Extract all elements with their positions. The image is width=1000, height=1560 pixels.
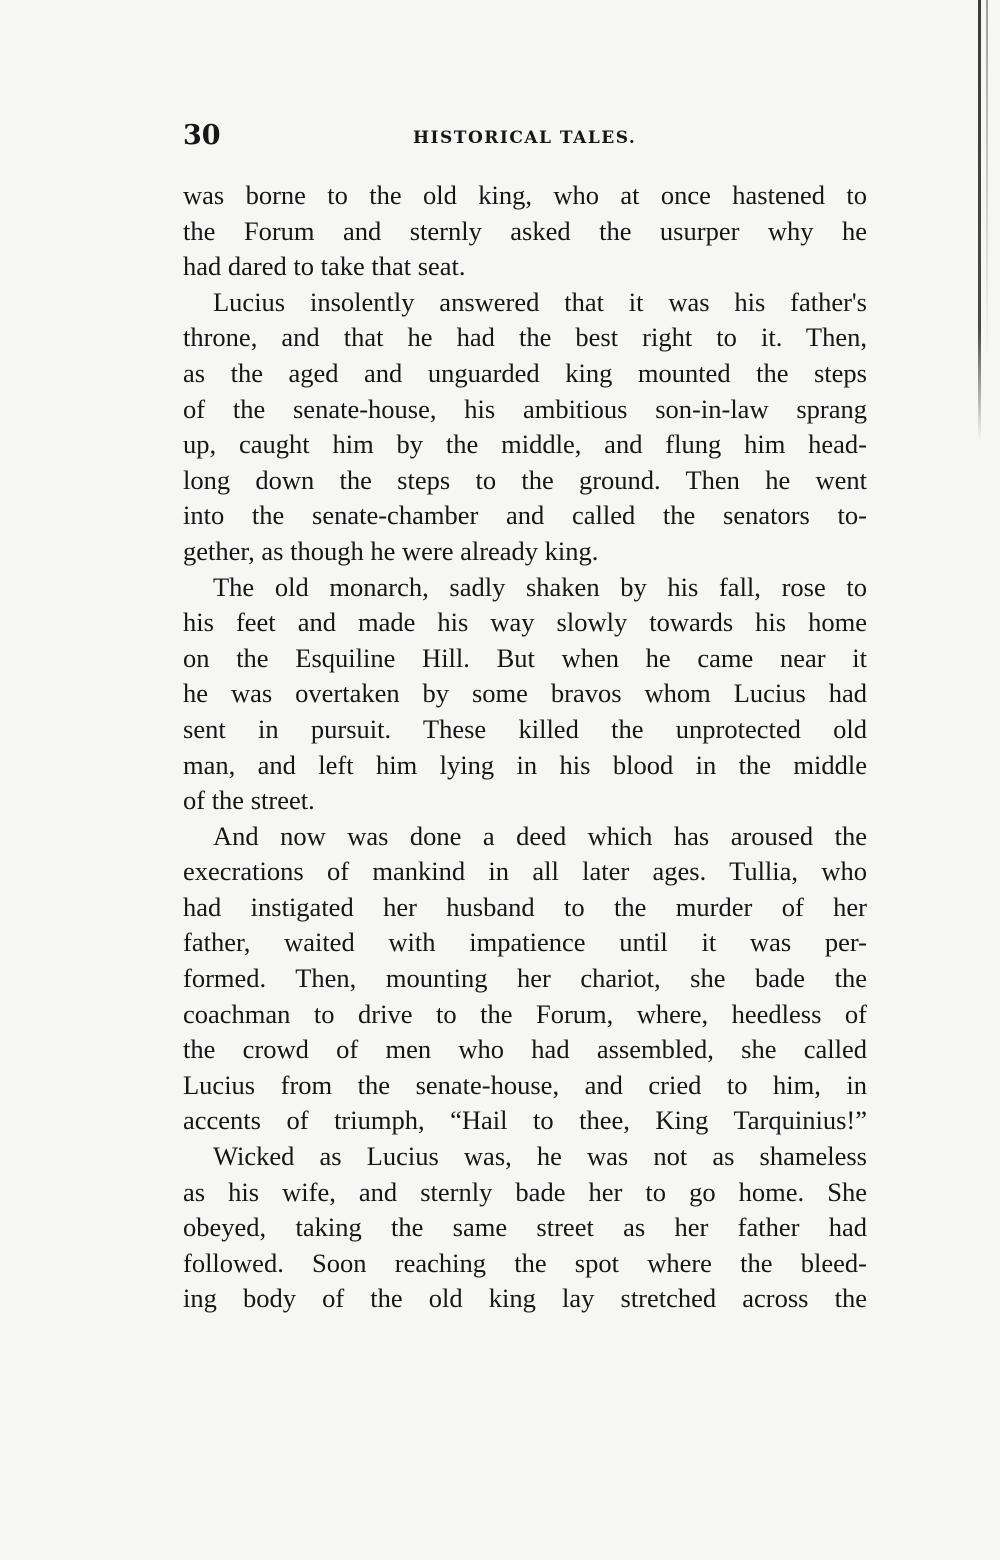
text-line: sent in pursuit. These killed the unprotected old xyxy=(183,713,867,744)
text-line: his feet and made his way slowly towards his home xyxy=(183,607,867,638)
text-line: up, caught him by the middle, and flung him head- xyxy=(183,429,867,460)
text-line: had dared to take that seat. xyxy=(183,251,466,282)
page-edge-shadow xyxy=(978,0,981,440)
text-line: coachman to drive to the Forum, where, heedless of xyxy=(183,998,867,1029)
text-line: of the street. xyxy=(183,785,315,816)
text-line: The old monarch, sadly shaken by his fall, rose to xyxy=(213,571,867,602)
text-line: the Forum and sternly asked the usurper why he xyxy=(183,215,867,246)
text-line: long down the steps to the ground. Then he went xyxy=(183,464,867,495)
text-line: man, and left him lying in his blood in the middle xyxy=(183,749,867,780)
text-line: gether, as though he were already king. xyxy=(183,535,599,566)
text-line: had instigated her husband to the murder of her xyxy=(183,891,867,922)
text-line: Wicked as Lucius was, he was not as shameless xyxy=(213,1141,867,1172)
text-line: into the senate-chamber and called the senators to- xyxy=(183,500,867,531)
text-line: the crowd of men who had assembled, she called xyxy=(183,1034,867,1065)
text-line: obeyed, taking the same street as her father had xyxy=(183,1212,867,1243)
text-line: father, waited with impatience until it was per- xyxy=(183,927,867,958)
text-line: accents of triumph, “Hail to thee, King Tarquinius!” xyxy=(183,1105,867,1136)
page-edge-shadow-inner xyxy=(986,0,988,360)
text-line: was borne to the old king, who at once hastened to xyxy=(183,180,867,210)
text-line: Lucius from the senate-house, and cried to him, in xyxy=(183,1069,867,1100)
text-line: ing body of the old king lay stretched across the xyxy=(183,1283,867,1314)
text-line: on the Esquiline Hill. But when he came near it xyxy=(183,642,867,673)
text-line: of the senate-house, his ambitious son-in-law sprang xyxy=(183,393,867,424)
running-title: HISTORICAL TALES. xyxy=(413,128,637,148)
text-line: throne, and that he had the best right to it. Then, xyxy=(183,322,867,353)
page-header xyxy=(183,118,867,158)
page-number: 30 xyxy=(183,120,221,151)
text-line: And now was done a deed which has aroused the xyxy=(213,820,867,851)
body-text xyxy=(183,178,867,1317)
text-line: formed. Then, mounting her chariot, she bade the xyxy=(183,963,867,994)
text-line: Lucius insolently answered that it was his father's xyxy=(213,286,867,317)
text-line: execrations of mankind in all later ages. Tullia, who xyxy=(183,856,867,887)
text-line: as the aged and unguarded king mounted the steps xyxy=(183,357,867,388)
text-line: he was overtaken by some bravos whom Lucius had xyxy=(183,678,867,709)
text-line: followed. Soon reaching the spot where the bleed- xyxy=(183,1247,867,1278)
text-line: as his wife, and sternly bade her to go home. She xyxy=(183,1176,867,1207)
